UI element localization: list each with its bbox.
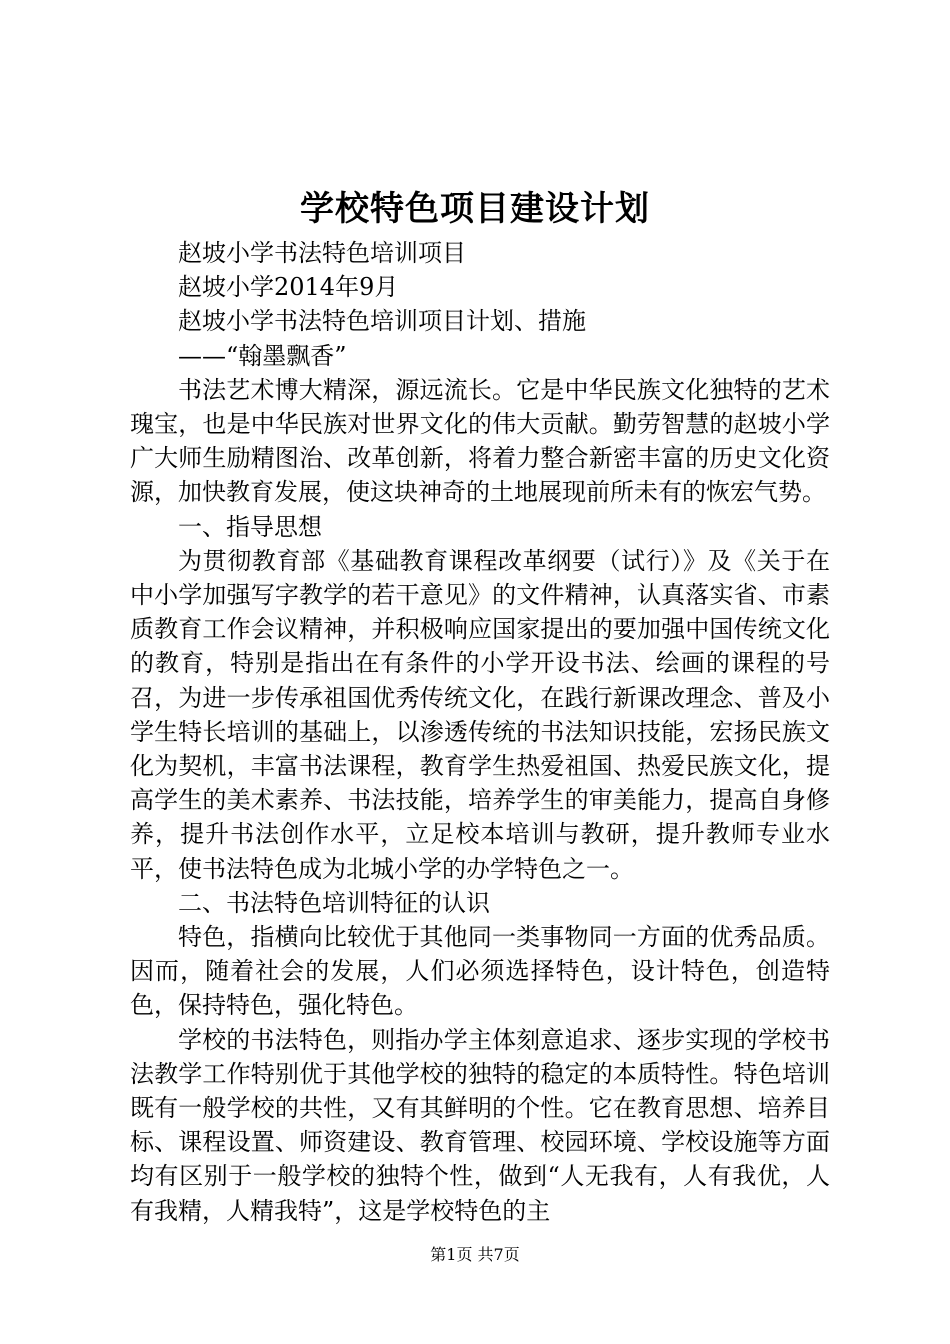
document-body: [130, 236, 830, 1228]
guiding-thought-paragraph: 为贯彻教育部《基础教育课程改革纲要（试行）》及《关于在中小学加强写字教学的若干意见》的文件精神，认真落实省、市素质教育工作会议精神，并积极响应国家提出的要加强中国传统文化的教育，特别是指出在有条件的小学开设书法、绘画的课程的号召，为进一步传承祖国优秀传统文化，在践行新课改理念、普及小学生特长培训的基础上，以渗透传统的书法知识技能，宏扬民族文化为契机，丰富书法课程，教育学生热爱祖国、热爱民族文化，提高学生的美术素养、书法技能，培养学生的审美能力，提高自身修养，提升书法创作水平，立足校本培训与教研，提升教师专业水平，使书法特色成为北城小学的办学特色之一。: [130, 546, 830, 883]
feature-definition-paragraph: 特色，指横向比较优于其他同一类事物同一方面的优秀品质。因而，随着社会的发展，人们必须选择特色，设计特色，创造特色，保持特色，强化特色。: [130, 923, 830, 1020]
plan-subtitle-line: ——“翰墨飘香”: [178, 341, 347, 370]
school-date-line: 赵坡小学2014年9月: [178, 273, 399, 302]
page-number-footer: 第1页 共7页: [430, 1245, 520, 1264]
project-name-line: 赵坡小学书法特色培训项目: [178, 239, 466, 267]
section-heading-2: 二、书法特色培训特征的认识: [178, 888, 490, 917]
intro-paragraph: 书法艺术博大精深，源远流长。它是中华民族文化独特的艺术瑰宝，也是中华民族对世界文化的伟大贡献。勤劳智慧的赵坡小学广大师生励精图治、改革创新，将着力整合新密丰富的历史文化资源，加快教育发展，使这块神奇的土地展现前所未有的恢宏气势。: [130, 375, 830, 507]
document-title: 学校特色项目建设计划: [300, 189, 650, 229]
plan-title-line: 赵坡小学书法特色培训项目计划、措施: [178, 307, 586, 336]
school-feature-paragraph: 学校的书法特色，则指办学主体刻意追求、逐步实现的学校书法教学工作特别优于其他学校的独特的稳定的本质特性。特色培训既有一般学校的共性，又有其鲜明的个性。它在教育思想、培养目标、课程设置、师资建设、教育管理、校园环境、学校设施等方面均有区别于一般学校的独特个性，做到“人无我有，人有我优，人有我精，人精我特”，这是学校特色的主: [130, 1025, 830, 1225]
section-heading-1: 一、指导思想: [178, 512, 322, 541]
